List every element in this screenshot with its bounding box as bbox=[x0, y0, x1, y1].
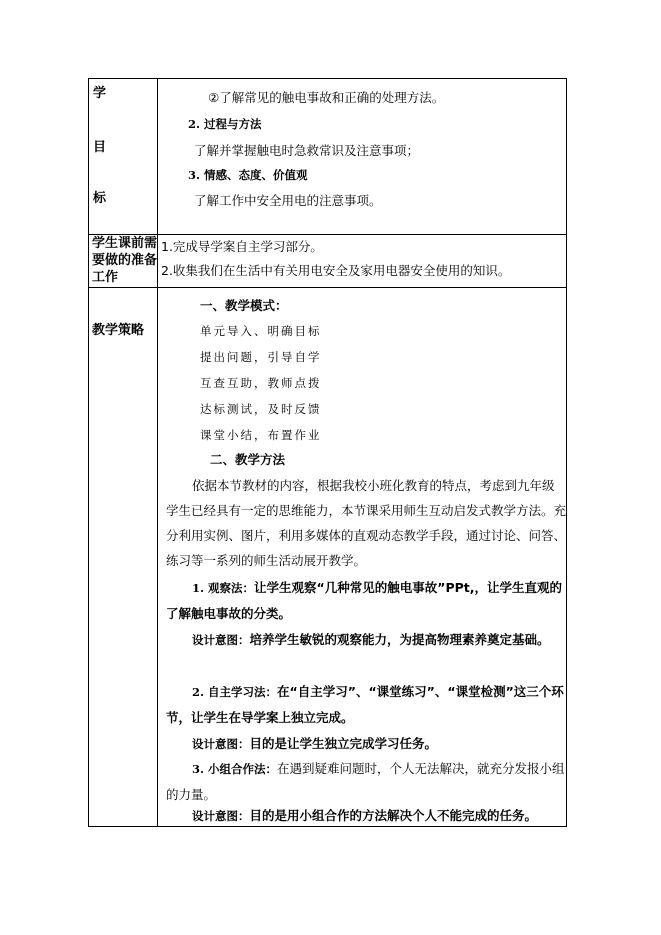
method-heading: 二、教学方法 bbox=[210, 452, 286, 467]
method-2-design-lead: 设计意图： bbox=[192, 737, 250, 751]
prep-item-2: 2.收集我们在生活中有关用电安全及家用电器安全使用的知识。 bbox=[161, 263, 511, 278]
method-2 bbox=[166, 679, 566, 730]
mode-heading: 一、教学模式： bbox=[200, 298, 288, 313]
method-3-design-text: 目的是用小组合作的方法解决个人不能完成的任务。 bbox=[249, 808, 538, 823]
method-intro: 依据本节教材的内容，根据我校小班化教育的特点，考虑到九年级学生已经具有一定的思维能力，本节课采用师生互动启发式教学方法。充分利用实例、图片，利用多媒体的直观动态教学手段，通过讨论、问答、练习等一系列的师生活动展开教学。 bbox=[166, 478, 567, 568]
method-1 bbox=[166, 575, 566, 626]
objectives-row bbox=[89, 79, 567, 235]
objectives-label-cell bbox=[89, 79, 158, 235]
objective-line-2: 了解并掌握触电时急救常识及注意事项； bbox=[194, 143, 420, 158]
prep-item-1: 1.完成导学案自主学习部分。 bbox=[161, 239, 323, 254]
method-1-design-lead: 设计意图： bbox=[192, 633, 250, 647]
objectives-label-char-1: 学 bbox=[93, 86, 107, 101]
method-2-text: 在“自主学习”、“课堂练习”、“课堂检测”这三个环节，让学生在导学案上独立完成。 bbox=[166, 684, 564, 725]
mode-step-5: 课堂小结，布置作业 bbox=[200, 428, 322, 442]
method-3 bbox=[166, 756, 566, 807]
strategy-content-cell bbox=[158, 288, 567, 827]
method-2-design-text: 目的是让学生独立完成学习任务。 bbox=[249, 736, 438, 751]
mode-step-1: 单元导入、明确目标 bbox=[200, 324, 322, 338]
method-1-lead: 1. 观察法： bbox=[192, 581, 255, 595]
method-3-design-lead: 设计意图： bbox=[192, 809, 250, 823]
strategy-row bbox=[89, 288, 567, 827]
method-1-design-text: 培养学生敏锐的观察能力，为提高物理素养奠定基础。 bbox=[249, 632, 550, 647]
method-2-lead: 2. 自主学习法： bbox=[192, 685, 278, 699]
objective-line-3: 了解工作中安全用电的注意事项。 bbox=[194, 193, 382, 208]
mode-step-3: 互查互助，教师点拨 bbox=[200, 376, 322, 390]
mode-step-4: 达标测试，及时反馈 bbox=[200, 402, 322, 416]
objective-line-1: ②了解常见的触电事故和正确的处理方法。 bbox=[208, 90, 445, 105]
lesson-plan-table bbox=[88, 78, 567, 827]
objectives-label-char-2: 目 bbox=[93, 140, 107, 155]
mode-step-2: 提出问题，引导自学 bbox=[200, 350, 322, 364]
method-2-design bbox=[166, 731, 566, 757]
objectives-label-char-3: 标 bbox=[93, 191, 107, 206]
objective-subheading-2: 2. 过程与方法 bbox=[188, 117, 262, 131]
prep-label-cell bbox=[89, 235, 158, 288]
method-3-lead: 3. 小组合作法： bbox=[192, 762, 278, 776]
method-3-text: 在遇到疑难问题时，个人无法解决，就充分发报小组的力量。 bbox=[166, 761, 565, 802]
objectives-content-cell bbox=[158, 79, 567, 235]
method-1-design bbox=[166, 627, 566, 653]
strategy-label: 教学策略 bbox=[92, 323, 145, 338]
prep-row bbox=[89, 235, 567, 288]
method-3-design bbox=[166, 803, 566, 829]
prep-content-cell bbox=[158, 235, 567, 288]
strategy-label-cell bbox=[89, 288, 158, 827]
prep-label: 学生课前需要做的准备工作 bbox=[92, 236, 158, 285]
objective-subheading-3: 3. 情感、态度、价值观 bbox=[188, 168, 308, 182]
method-1-text: 让学生观察“几种常见的触电事故”PPt,，让学生直观的了解触电事故的分类。 bbox=[166, 580, 562, 621]
